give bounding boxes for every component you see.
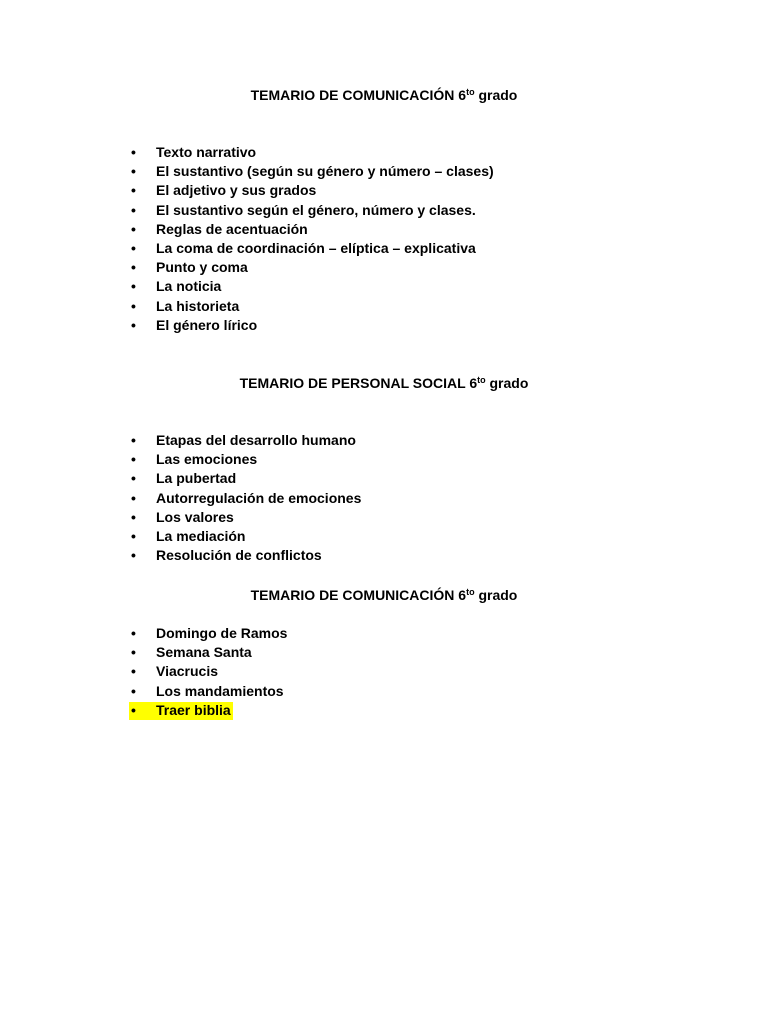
list-item-text: Texto narrativo [156,144,257,160]
list-item-text: Semana Santa [156,644,252,661]
list-item-text: Reglas de acentuación [156,220,308,237]
heading-superscript: to [477,375,486,385]
bullet-icon: • [131,182,136,199]
bullet-icon: • [131,547,136,564]
bullet-icon: • [131,432,136,448]
heading-text-end: grado [485,375,529,391]
bullet-icon: • [131,163,136,180]
bullet-icon: • [131,527,136,544]
heading-superscript: to [466,587,475,597]
list-item-text: El sustantivo según el género, número y clases. [156,201,476,218]
section-heading-comunicacion-2 [0,586,768,604]
bullet-icon: • [131,682,136,699]
list-item-text: La pubertad [156,470,237,487]
bullet-icon: • [131,201,136,218]
bullet-icon: • [131,470,136,487]
heading-superscript: to [466,87,475,97]
list-item-text: El sustantivo (según su género y número – clases) [156,163,494,180]
list-item-text: Autorregulación de emociones [156,489,362,506]
list-item-text: La noticia [156,278,222,295]
heading-text-end: grado [474,587,518,603]
list-item-text: Punto y coma [156,259,248,276]
bullet-icon: • [131,701,136,718]
section-heading-comunicacion [0,86,768,104]
list-item-text: Los valores [156,508,234,525]
bullet-icon: • [131,663,136,680]
bullet-icon: • [131,316,136,333]
list-item-text: La coma de coordinación – elíptica – explicativa [156,239,476,256]
list-item-text: Traer biblia [156,701,231,718]
bullet-icon: • [131,220,136,237]
list-item-text: La mediación [156,527,246,544]
list-item-text: Resolución de conflictos [156,547,322,564]
list-item-text: Las emociones [156,451,258,468]
bullet-icon: • [131,239,136,256]
bullet-icon: • [131,625,136,641]
list-item-text: Domingo de Ramos [156,625,288,641]
bullet-icon: • [131,451,136,468]
list-item-text: El género lírico [156,316,258,333]
bullet-icon: • [131,144,136,160]
list-item-text: Viacrucis [156,663,219,680]
bullet-icon: • [131,508,136,525]
heading-text-end: grado [474,87,518,103]
section-heading-personal-social [0,374,768,392]
heading-text: TEMARIO DE PERSONAL SOCIAL 6 [239,375,478,391]
bullet-icon: • [131,259,136,276]
list-item-text: Los mandamientos [156,682,284,699]
bullet-icon: • [131,278,136,295]
bullet-icon: • [131,297,136,314]
list-item-text: La historieta [156,297,240,314]
bullet-icon: • [131,644,136,661]
heading-text: TEMARIO DE COMUNICACIÓN 6 [250,587,467,603]
list-item-text: Etapas del desarrollo humano [156,432,356,448]
bullet-icon: • [131,489,136,506]
list-item-text: El adjetivo y sus grados [156,182,317,199]
heading-text: TEMARIO DE COMUNICACIÓN 6 [250,87,467,103]
